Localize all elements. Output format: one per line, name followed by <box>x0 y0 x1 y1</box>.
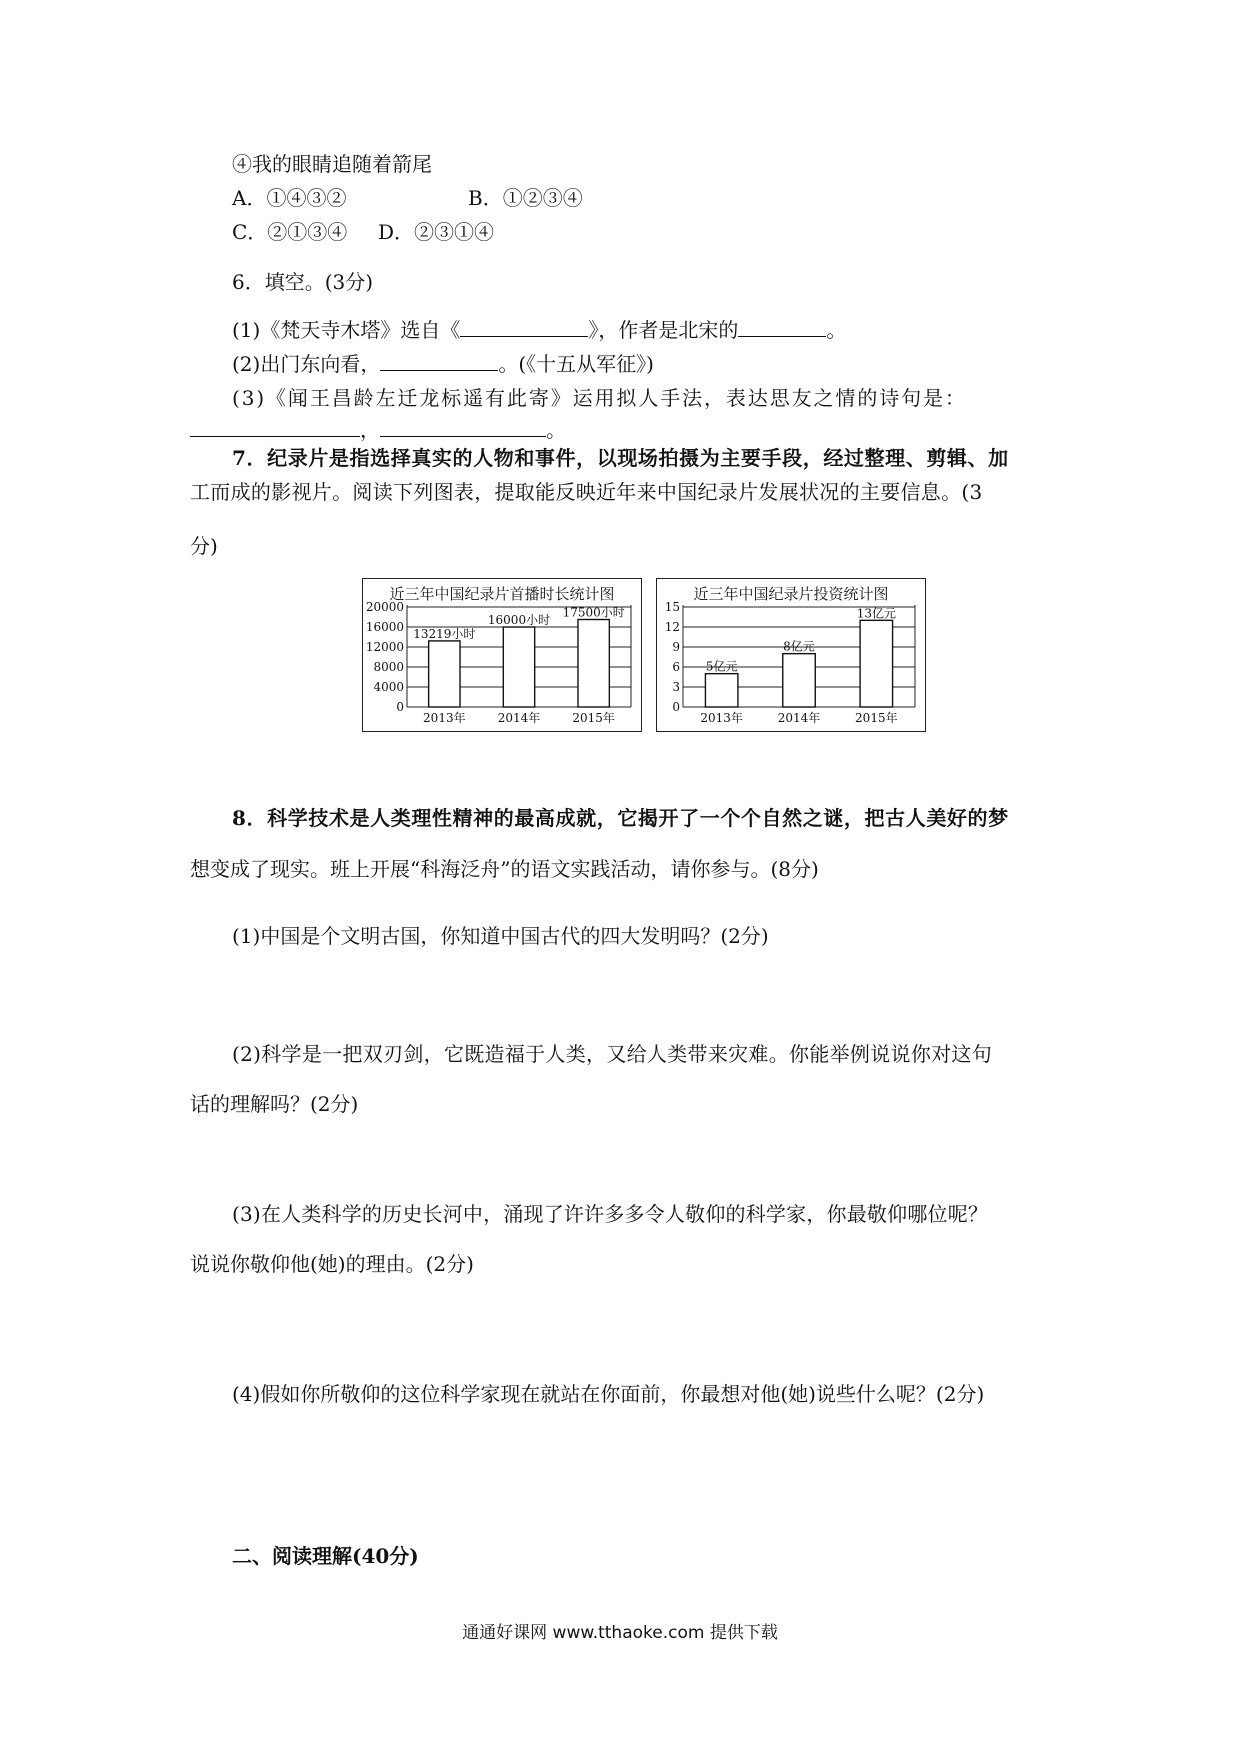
q6-title: 6．填空。(3分) <box>232 270 374 294</box>
q6-sub2 <box>232 350 654 378</box>
q5-item-4: ④我的眼睛追随着箭尾 <box>232 152 432 176</box>
q5-option-b: B．①②③④ <box>468 186 583 210</box>
chart2-ytick-label: 12 <box>664 620 680 634</box>
chart1-ytick-label: 16000 <box>365 620 404 634</box>
answer-blank-4[interactable] <box>190 418 360 437</box>
chart2-ytick-label: 0 <box>672 700 680 714</box>
q6-sub3: (3)《闻王昌龄左迁龙标遥有此寄》运用拟人手法，表达思友之情的诗句是： <box>232 386 967 410</box>
chart2-ytick-label: 15 <box>664 600 680 614</box>
chart1-bar <box>578 620 609 708</box>
chart2-xtick-label: 2015年 <box>855 711 898 725</box>
chart1-bar <box>429 641 460 707</box>
chart2-title: 近三年中国纪录片投资统计图 <box>693 585 889 603</box>
chart1-xtick-label: 2014年 <box>497 711 541 725</box>
q7-text-line1-content: 7．纪录片是指选择真实的人物和事件，以现场拍摄为主要手段，经过整理、剪辑、加 <box>232 446 1009 470</box>
q6-sub1-text-b: 》，作者是北宋的 <box>588 318 739 342</box>
chart1-title: 近三年中国纪录片首播时长统计图 <box>389 585 615 603</box>
q8-sub1: (1)中国是个文明古国，你知道中国古代的四大发明吗？(2分) <box>232 924 769 948</box>
q8-text-line1-content: 8．科学技术是人类理性精神的最高成就，它揭开了一个个自然之谜，把古人美好的梦 <box>232 806 1009 830</box>
q6-sub3-separator: ， <box>360 418 380 442</box>
chart1-bar <box>503 627 534 707</box>
q7-text-line1 <box>232 444 1009 472</box>
chart1-plot <box>363 579 641 731</box>
q6-sub3-blanks <box>190 416 566 444</box>
chart2-data-label: 13亿元 <box>856 606 896 621</box>
chart1-data-label: 13219小时 <box>413 626 476 641</box>
q8-sub2-line1: (2)科学是一把双刃剑，它既造福于人类，又给人类带来灾难。你能举例说说你对这句 <box>232 1042 993 1066</box>
q6-sub1 <box>232 316 846 344</box>
q7-text-line2: 工而成的影视片。阅读下列图表，提取能反映近年来中国纪录片发展状况的主要信息。(3 <box>190 480 983 504</box>
chart2-ytick-label: 6 <box>672 660 680 674</box>
q8-sub4: (4)假如你所敬仰的这位科学家现在就站在你面前，你最想对他(她)说些什么呢？(2分) <box>232 1382 985 1406</box>
q8-sub3-line1: (3)在人类科学的历史长河中，涌现了许许多多令人敬仰的科学家，你最敬仰哪位呢？ <box>232 1202 989 1226</box>
q6-sub2-text-a: (2)出门东向看， <box>232 352 381 376</box>
answer-blank-1[interactable] <box>460 318 588 337</box>
q7-text-line3: 分) <box>190 534 218 558</box>
chart-broadcast-hours <box>362 578 642 732</box>
chart1-ytick-label: 12000 <box>365 640 404 654</box>
chart2-data-label: 8亿元 <box>783 639 815 654</box>
chart2-bar <box>783 654 815 707</box>
chart2-bar <box>860 620 892 707</box>
chart2-data-label: 5亿元 <box>705 659 738 674</box>
q5-option-a: A．①④③② <box>232 186 347 210</box>
answer-blank-3[interactable] <box>380 352 498 371</box>
page-footer: 通通好课网 www.tthaoke.com 提供下载 <box>462 1623 778 1643</box>
chart2-ytick-label: 3 <box>672 680 680 694</box>
q8-sub3-line2: 说说你敬仰他(她)的理由。(2分) <box>190 1252 474 1276</box>
q6-sub3-end: 。 <box>546 418 566 442</box>
chart2-xtick-label: 2014年 <box>777 711 821 725</box>
chart1-xtick-label: 2013年 <box>423 711 466 725</box>
chart1-ytick-label: 20000 <box>365 600 404 614</box>
answer-blank-5[interactable] <box>380 418 546 437</box>
chart1-ytick-label: 0 <box>396 700 404 714</box>
q6-sub1-text-a: (1)《梵天寺木塔》选自《 <box>232 318 461 342</box>
q8-sub2-line2: 话的理解吗？(2分) <box>190 1092 359 1116</box>
q5-option-d: D．②③①④ <box>378 220 495 244</box>
q6-sub2-text-b: 。(《十五从军征》) <box>498 352 654 376</box>
chart2-plot <box>657 579 925 731</box>
chart-investment <box>656 578 926 732</box>
q5-option-c: C．②①③④ <box>232 220 348 244</box>
section-2-heading: 二、阅读理解(40分) <box>232 1544 419 1568</box>
chart1-xtick-label: 2015年 <box>572 711 615 725</box>
q8-text-line2: 想变成了现实。班上开展“科海泛舟”的语文实践活动，请你参与。(8分) <box>190 857 819 881</box>
answer-blank-2[interactable] <box>738 318 826 337</box>
q8-text-line1 <box>232 804 1009 832</box>
chart1-ytick-label: 4000 <box>373 680 404 694</box>
chart1-ytick-label: 8000 <box>373 660 404 674</box>
chart2-bar <box>705 674 737 707</box>
chart2-ytick-label: 9 <box>672 640 680 654</box>
chart1-data-label: 17500小时 <box>562 605 625 620</box>
q6-sub1-text-c: 。 <box>826 318 847 342</box>
chart2-xtick-label: 2013年 <box>700 711 743 725</box>
chart1-data-label: 16000小时 <box>487 613 551 627</box>
